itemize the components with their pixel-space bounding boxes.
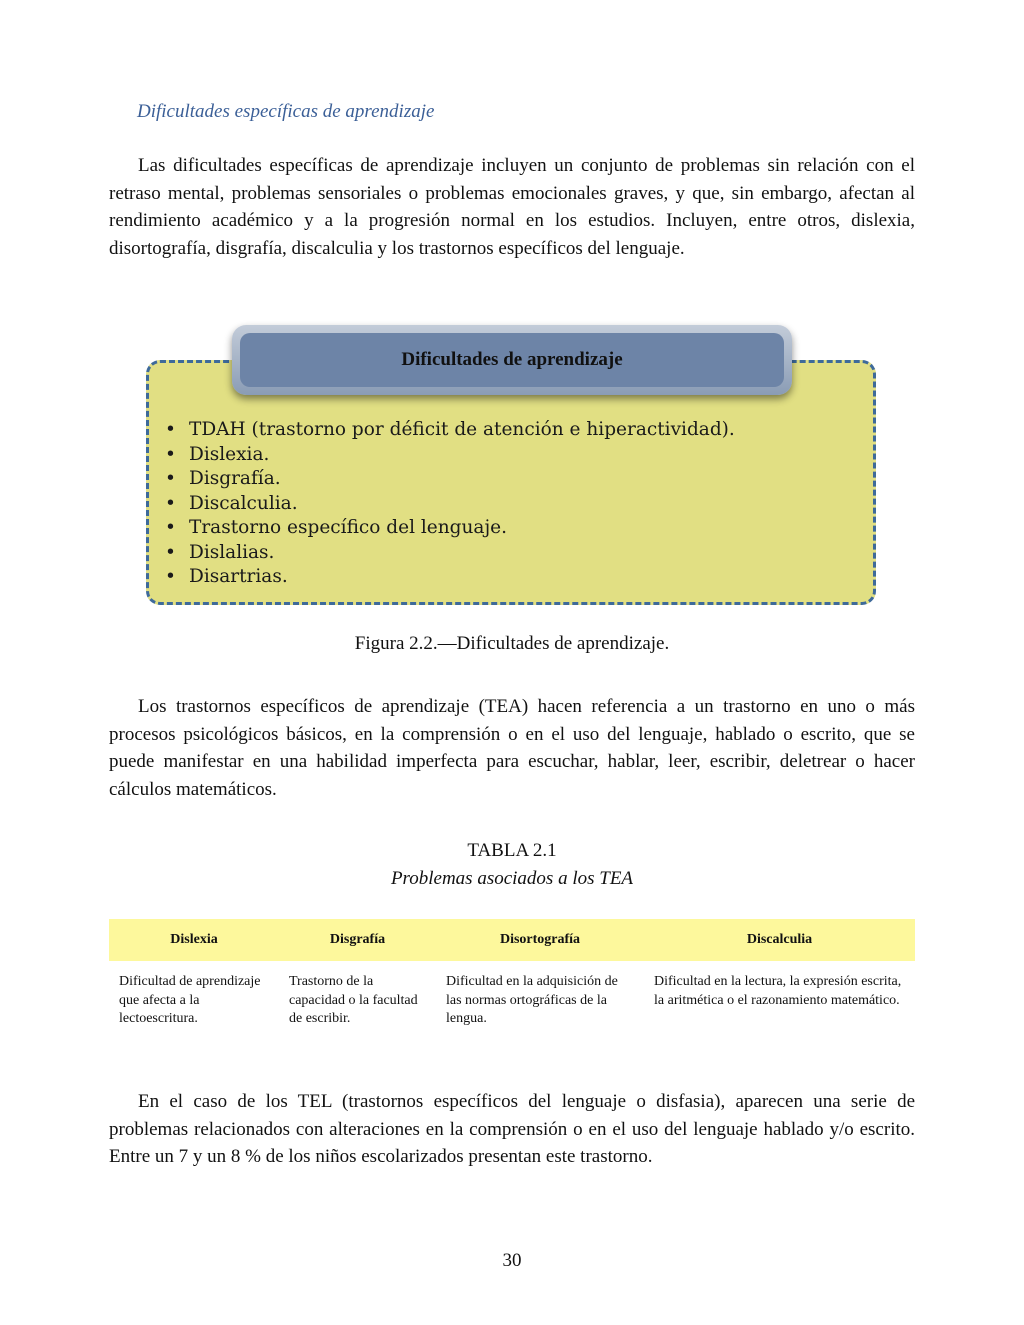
tea-table bbox=[109, 919, 915, 1037]
table-header-cell: Discalculia bbox=[644, 919, 915, 961]
figure-list-item: • Disartrias. bbox=[165, 565, 735, 590]
table-cell: Dificultad de aprendizaje que afecta a la lectoescritura. bbox=[119, 974, 261, 1026]
section-heading: Dificultades específicas de aprendizaje bbox=[137, 101, 435, 122]
figure-list-item: • TDAH (trastorno por déficit de atención e hiperactividad). bbox=[165, 418, 735, 443]
table-header-cell: Disortografía bbox=[436, 919, 644, 961]
figure-list-item: • Dislexia. bbox=[165, 443, 735, 468]
table-cell: Dificultad en la lectura, la expresión escrita, la aritmética o el razonamiento matemático. bbox=[654, 974, 902, 1008]
paragraph-intro: Las dificultades específicas de aprendizaje incluyen un conjunto de problemas sin relación con el retraso mental, problemas sensoriales o problemas emocionales graves, y que, sin embargo, afectan al rendimiento académico y a la progresión normal en los estudios. Incluyen, entre otros, dislexia, disortografía, disgrafía, discalculia y los trastornos específicos del lenguaje. bbox=[109, 155, 915, 259]
figure-list-item: • Trastorno específico del lenguaje. bbox=[165, 516, 735, 541]
table-header-cell: Dislexia bbox=[109, 919, 279, 961]
figure-title: Dificultades de aprendizaje bbox=[240, 333, 784, 387]
table-label: TABLA 2.1 bbox=[467, 840, 557, 861]
figure-list-item: • Discalculia. bbox=[165, 492, 735, 517]
figure-list-item: • Dislalias. bbox=[165, 541, 735, 566]
table-title: Problemas asociados a los TEA bbox=[390, 868, 634, 889]
figure-list bbox=[165, 418, 735, 590]
table-header-row bbox=[109, 919, 915, 961]
table-header-cell: Disgrafía bbox=[279, 919, 436, 961]
table-cell: Trastorno de la capacidad o la facultad de escribir. bbox=[289, 974, 418, 1026]
figure-banner bbox=[232, 325, 792, 395]
paragraph-tel: En el caso de los TEL (trastornos específicos del lenguaje o disfasia), aparecen una serie de problemas relacionados con alteraciones en la comprensión o en el uso del lenguaje hablado y/o escrito. Entre un 7 y un 8 % de los niños escolarizados presentan este trastorno. bbox=[109, 1091, 915, 1167]
paragraph-tea: Los trastornos específicos de aprendizaje (TEA) hacen referencia a un trastorno en uno o más procesos psicológicos básicos, en la comprensión o en el uso del lenguaje, hablado o escrito, que se puede manifestar en una habilidad imperfecta para escuchar, hablar, leer, escribir, deletrear o hacer cálculos matemáticos. bbox=[109, 696, 915, 800]
figure-list-item: • Disgrafía. bbox=[165, 467, 735, 492]
figure-caption: Figura 2.2.—Dificultades de aprendizaje. bbox=[354, 633, 670, 654]
table-cell: Dificultad en la adquisición de las normas ortográficas de la lengua. bbox=[446, 974, 618, 1026]
table-row bbox=[109, 961, 915, 1037]
page-number: 30 bbox=[502, 1250, 522, 1271]
